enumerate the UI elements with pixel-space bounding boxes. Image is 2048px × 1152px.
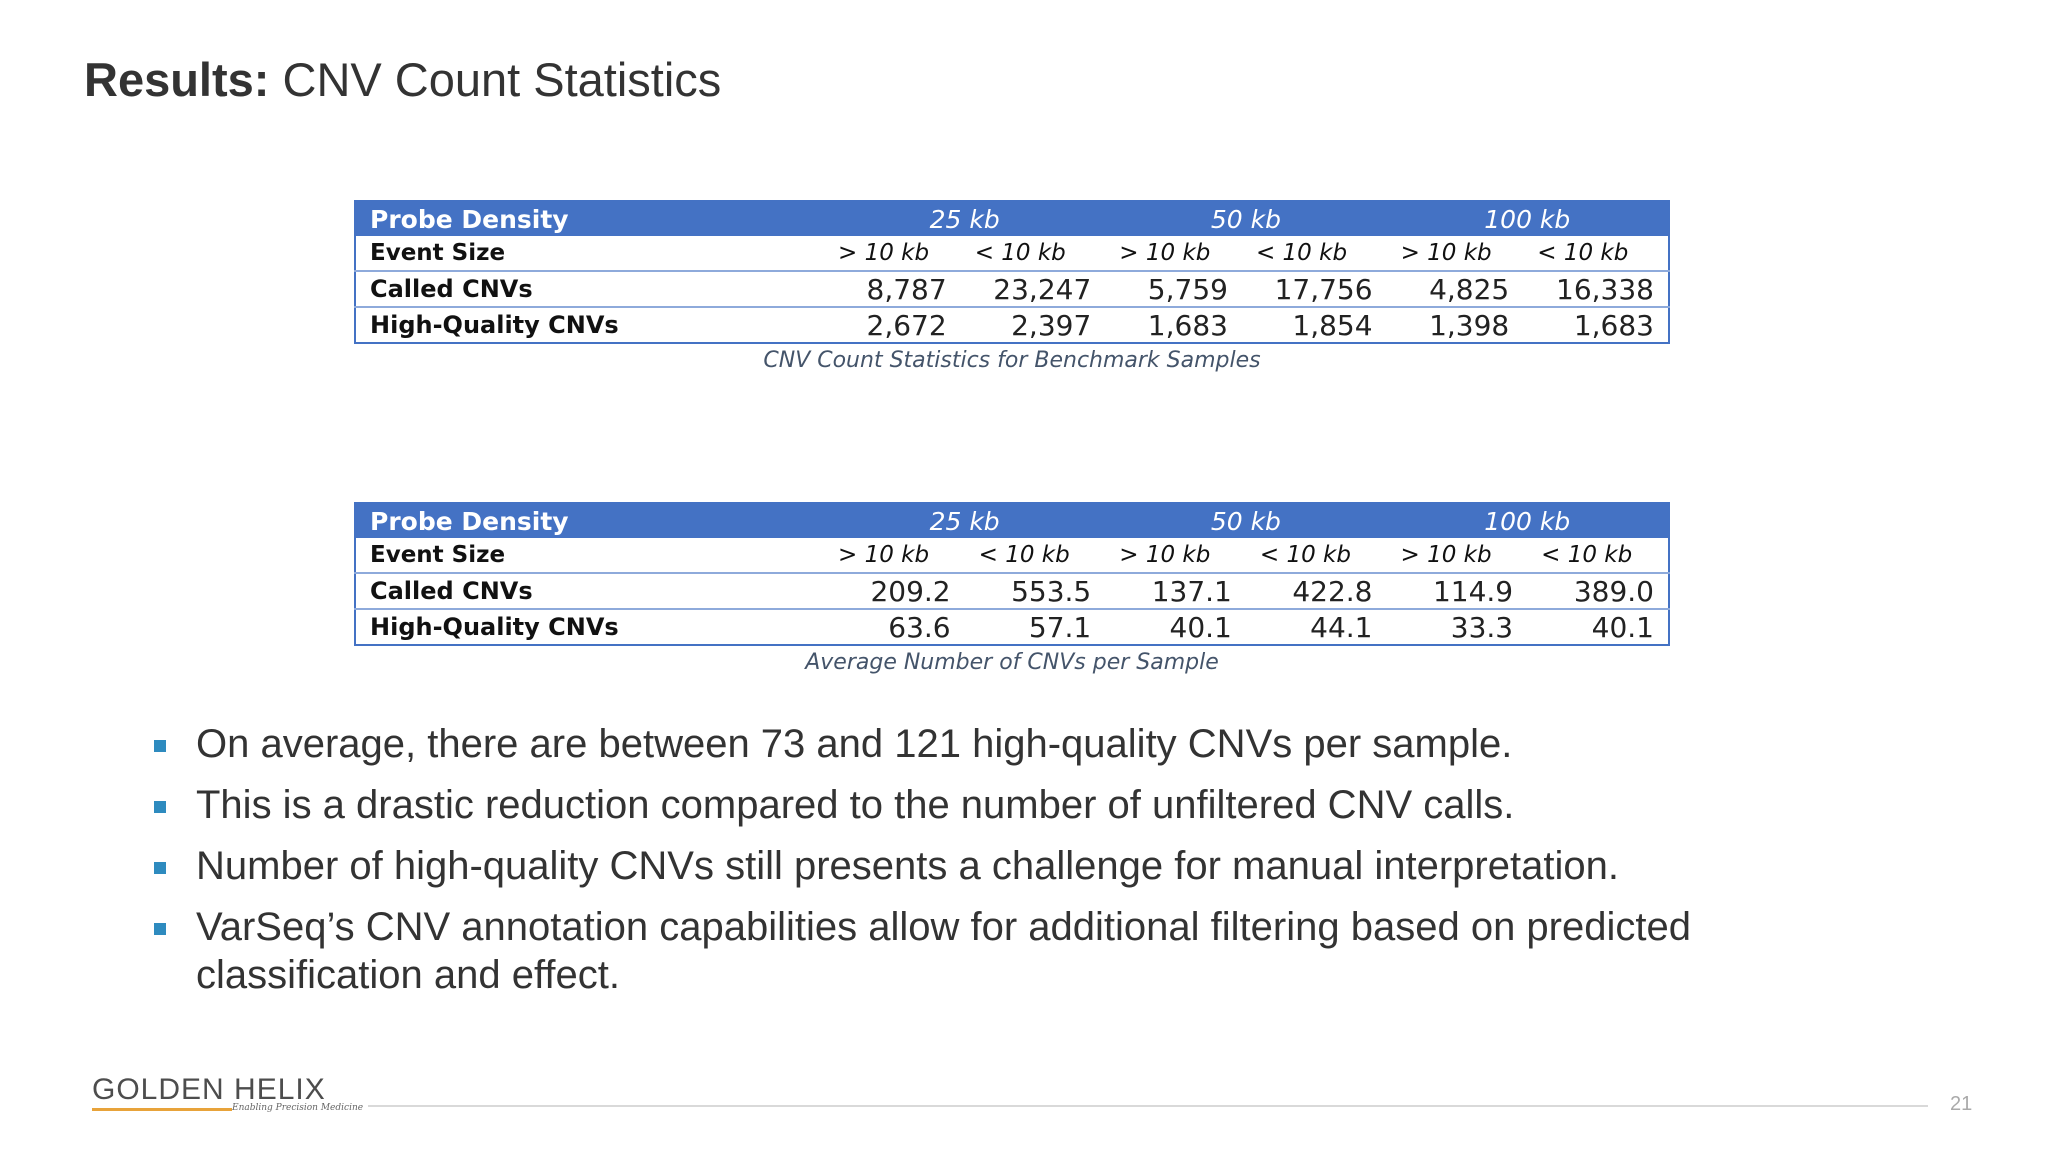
- table-cell: 17,756: [1242, 271, 1387, 307]
- cnv-average-table-block: [354, 502, 1670, 675]
- table-cell: 57.1: [1028, 610, 1092, 644]
- table-cell: 4,825: [1387, 271, 1524, 307]
- bullet-item: [150, 842, 1750, 890]
- table-row: [355, 573, 1669, 609]
- table-cell: 23,247: [961, 271, 1106, 307]
- event-size-label: Event Size: [355, 236, 824, 271]
- bullet-text: Number of high-quality CNVs still presents a challenge for manual interpretation.: [196, 844, 1619, 888]
- table-cell: 44.1: [1310, 610, 1373, 644]
- table-cell: 1,683: [1147, 308, 1228, 342]
- cnv-count-table: [354, 200, 1670, 344]
- table-cell: 422.8: [1246, 573, 1387, 609]
- table-cell: 63.6: [888, 610, 951, 644]
- event-size-cell: < 10 kb: [1242, 236, 1387, 271]
- event-size-cell: > 10 kb: [1105, 538, 1246, 573]
- row-label: Called CNVs: [355, 573, 824, 609]
- group-25kb: 25 kb: [824, 201, 1105, 236]
- golden-helix-logo: [92, 1073, 364, 1117]
- row-label: Called CNVs: [355, 271, 824, 307]
- group-50kb: 50 kb: [1105, 201, 1386, 236]
- table-cell: 553.5: [965, 573, 1106, 609]
- slide-title-bold: Results:: [84, 53, 270, 106]
- footer-divider: [368, 1105, 1928, 1107]
- bullet-item: [150, 720, 1750, 768]
- event-size-cell: > 10 kb: [824, 236, 961, 271]
- table-cell: 209.2: [824, 573, 965, 609]
- event-size-cell: < 10 kb: [1246, 538, 1387, 573]
- table-cell: 137.1: [1105, 573, 1246, 609]
- table-row: [355, 538, 1669, 573]
- bullet-square-icon: [154, 801, 166, 813]
- group-25kb: 25 kb: [824, 503, 1105, 538]
- table-cell: 16,338: [1523, 271, 1669, 307]
- bullet-square-icon: [154, 862, 166, 874]
- probe-density-label: Probe Density: [355, 503, 824, 538]
- group-100kb: 100 kb: [1387, 503, 1670, 538]
- logo-name: GOLDEN HELIX: [92, 1073, 326, 1106]
- event-size-cell: > 10 kb: [1105, 236, 1242, 271]
- table-caption: CNV Count Statistics for Benchmark Samples: [763, 348, 1261, 373]
- table-cell: 114.9: [1387, 573, 1528, 609]
- table-cell: 2,672: [866, 308, 947, 342]
- table-header-row: [355, 201, 1669, 236]
- slide-title: [84, 52, 721, 107]
- event-size-cell: > 10 kb: [1387, 236, 1524, 271]
- bullet-item: [150, 903, 1750, 999]
- event-size-cell: < 10 kb: [1527, 538, 1669, 573]
- cnv-average-table: [354, 502, 1670, 646]
- logo-tagline: Enabling Precision Medicine: [232, 1103, 364, 1113]
- table-cell: 8,787: [824, 271, 961, 307]
- table-cell: 40.1: [1169, 610, 1232, 644]
- table-caption: Average Number of CNVs per Sample: [805, 650, 1219, 675]
- table-cell: 40.1: [1591, 610, 1654, 644]
- event-size-cell: > 10 kb: [824, 538, 965, 573]
- table-cell: 33.3: [1450, 610, 1514, 644]
- slide-title-rest: CNV Count Statistics: [269, 53, 722, 106]
- table-cell: 1,854: [1292, 308, 1373, 342]
- table-header-row: [355, 503, 1669, 538]
- event-size-cell: > 10 kb: [1387, 538, 1528, 573]
- event-size-cell: < 10 kb: [965, 538, 1106, 573]
- table-cell: 5,759: [1105, 271, 1242, 307]
- bullet-text: On average, there are between 73 and 121 high-quality CNVs per sample.: [196, 722, 1513, 766]
- bullet-list: [150, 720, 1750, 1012]
- bullet-square-icon: [154, 923, 166, 935]
- probe-density-label: Probe Density: [355, 201, 824, 236]
- row-label: High-Quality CNVs: [370, 311, 619, 339]
- bullet-text: VarSeq’s CNV annotation capabilities allow for additional filtering based on predicted classification and effect.: [196, 905, 1691, 997]
- table-row: [355, 307, 1669, 343]
- table-cell: 1,398: [1429, 308, 1510, 342]
- row-label: High-Quality CNVs: [370, 613, 619, 641]
- page-number: 21: [1950, 1093, 1973, 1115]
- table-cell: 1,683: [1573, 308, 1654, 342]
- logo-underline: [92, 1108, 232, 1111]
- group-100kb: 100 kb: [1387, 201, 1669, 236]
- event-size-cell: < 10 kb: [961, 236, 1106, 271]
- table-row: [355, 236, 1669, 271]
- group-50kb: 50 kb: [1105, 503, 1386, 538]
- table-cell: 2,397: [1011, 308, 1092, 342]
- event-size-label: Event Size: [355, 538, 824, 573]
- table-row: [355, 609, 1669, 645]
- event-size-cell: < 10 kb: [1523, 236, 1669, 271]
- bullet-text: This is a drastic reduction compared to the number of unfiltered CNV calls.: [196, 783, 1515, 827]
- table-cell: 389.0: [1527, 573, 1669, 609]
- bullet-square-icon: [154, 740, 166, 752]
- bullet-item: [150, 781, 1750, 829]
- table-row: [355, 271, 1669, 307]
- cnv-count-table-block: [354, 200, 1670, 373]
